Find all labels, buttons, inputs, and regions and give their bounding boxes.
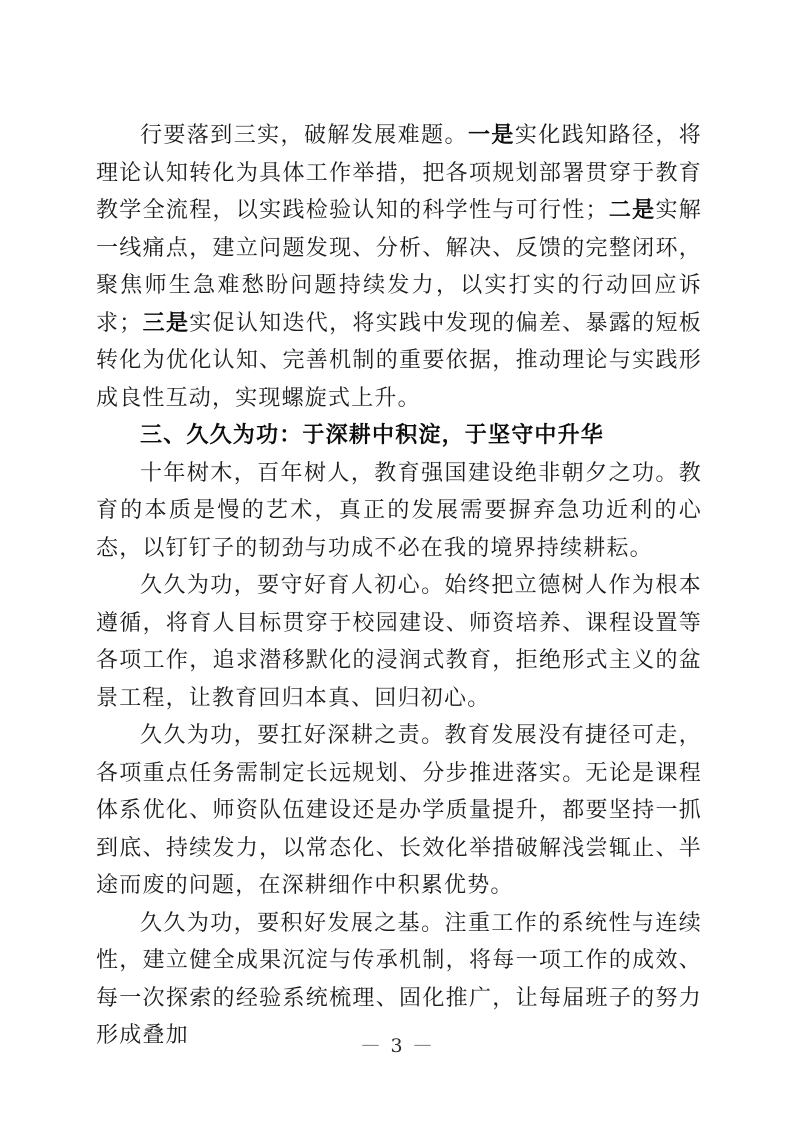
text-run: 十年树木，百年树人，教育强国建设绝非朝夕之功。教育的本质是慢的艺术，真正的发展需要摒弃急功近利的心态，以钉钉子的韧劲与功成不必在我的境界持续耕耘。 bbox=[96, 460, 702, 561]
text-run: 实促认知迭代，将实践中发现的偏差、暴露的短板转化为优化认知、完善机制的重要依据，推动理论与实践形成良性互动，实现螺旋式上升。 bbox=[96, 310, 702, 411]
emphasis-text-run: 三、久久为功：于深耕中积淀，于坚守中升华 bbox=[140, 423, 605, 448]
emphasis-text-run: 三是 bbox=[142, 310, 190, 336]
section-heading bbox=[96, 417, 702, 455]
text-run: 实解一线痛点，建立问题发现、分析、解决、反馈的完整闭环，聚焦师生急难愁盼问题持续发力，以实打实的行动回应诉求； bbox=[96, 198, 702, 336]
document-body bbox=[96, 117, 702, 1055]
paragraph bbox=[96, 117, 702, 417]
page-number: 3 bbox=[390, 1035, 403, 1057]
footer-dash-left: — bbox=[361, 1034, 380, 1055]
text-run: 实化践知路径，将理论认知转化为具体工作举措，把各项规划部署贯穿于教育教学全流程，以实践检验认知的科学性与可行性； bbox=[96, 123, 702, 223]
paragraph bbox=[96, 567, 702, 717]
text-run: 久久为功，要扛好深耕之责。教育发展没有捷径可走，各项重点任务需制定长远规划、分步推进落实。无论是课程体系优化、师资队伍建设还是办学质量提升，都要坚持一抓到底、持续发力，以常态化、长效化举措破解浅尝辄止、半途而废的问题，在深耕细作中积累优势。 bbox=[96, 723, 702, 898]
emphasis-text-run: 二是 bbox=[608, 198, 656, 223]
paragraph bbox=[96, 717, 702, 905]
emphasis-text-run: 一是 bbox=[467, 123, 515, 148]
paragraph bbox=[96, 905, 702, 1055]
text-run: 行要落到三实，破解发展难题。 bbox=[140, 123, 468, 148]
page-footer bbox=[0, 1033, 793, 1060]
text-run: 久久为功，要积好发展之基。注重工作的系统性与连续性，建立健全成果沉淀与传承机制，将每一项工作的成效、每一次探索的经验系统梳理、固化推广，让每届班子的努力形成叠加 bbox=[96, 910, 702, 1048]
text-run: 久久为功，要守好育人初心。始终把立德树人作为根本遵循，将育人目标贯穿于校园建设、师资培养、课程设置等各项工作，追求潜移默化的浸润式教育，拒绝形式主义的盆景工程，让教育回归本真、回归初心。 bbox=[96, 573, 702, 711]
footer-dash-right: — bbox=[413, 1034, 432, 1055]
paragraph bbox=[96, 455, 702, 568]
